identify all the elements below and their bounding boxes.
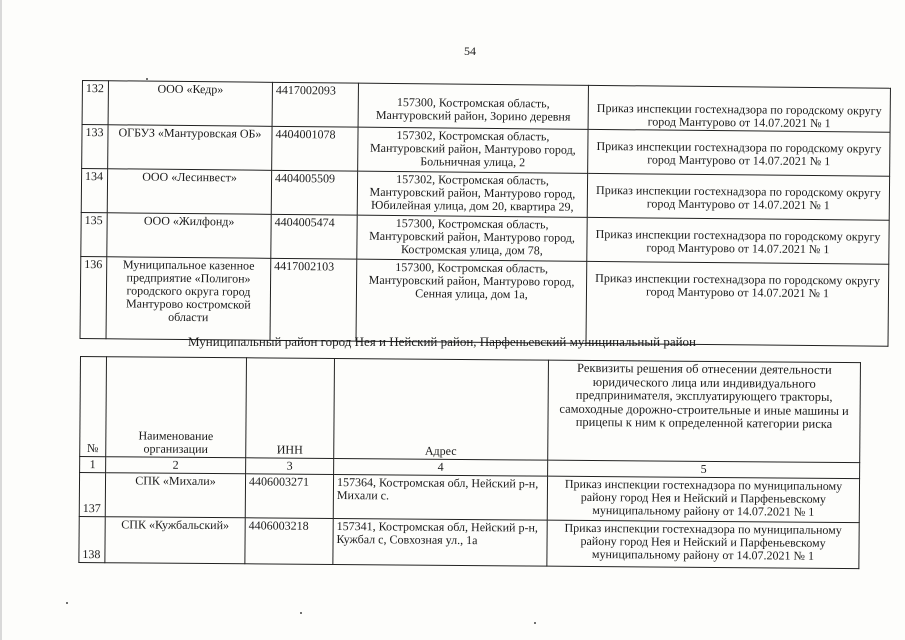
order: Приказ инспекции гостехнадзора по муниципальному району город Нея и Нейский и Парфеньевскому муниципальному району от 14.07.2021 № 1 xyxy=(547,476,859,522)
col-number: 4 xyxy=(334,458,548,476)
table-row xyxy=(81,169,889,221)
scan-edge xyxy=(0,0,2,640)
table-row xyxy=(79,473,859,523)
table-row xyxy=(82,81,890,133)
org-name: СПК «Кужбальский» xyxy=(105,517,245,564)
header-num: № xyxy=(80,357,107,457)
address: 157302, Костромская область, Мантуровский район, Мантурово город, Юбилейная улица, дом 20, квартира 29, xyxy=(357,171,587,217)
header-org: Наименование организации xyxy=(106,357,247,458)
inn: 4404005474 xyxy=(271,214,357,259)
org-name: ООО «Кедр» xyxy=(108,81,272,127)
row-number: 137 xyxy=(79,473,105,517)
org-name: ООО «Лесинвест» xyxy=(107,169,271,215)
address: 157300, Костромская область, Мантуровский район, Мантурово город, Сенная улица, дом 1а, xyxy=(356,259,587,343)
region-title: Муниципальный район город Нея и Нейский район, Парфеньевский муниципальный район xyxy=(188,334,697,349)
row-number: 136 xyxy=(80,256,107,338)
col-number: 1 xyxy=(80,457,106,473)
inn: 4406003218 xyxy=(245,518,333,565)
col-number: 3 xyxy=(246,458,334,475)
page-number: 54 xyxy=(464,44,476,58)
table-row xyxy=(79,516,859,568)
col-number: 2 xyxy=(106,457,246,474)
row-number: 134 xyxy=(81,169,107,213)
order: Приказ инспекции гостехнадзора по муниципальному району город Нея и Нейский и Парфеньевскому муниципальному району от 14.07.2021 № 1 xyxy=(547,520,859,568)
table-2-container xyxy=(78,356,861,569)
address: 157364, Костромская обл, Нейский р-н, Михали с. xyxy=(333,474,547,520)
org-name: ООО «Жилфонд» xyxy=(107,213,271,259)
row-number: 138 xyxy=(79,516,105,562)
inn: 4404001078 xyxy=(272,126,358,171)
table-row xyxy=(81,212,889,264)
header-inn: ИНН xyxy=(246,358,335,459)
order: Приказ инспекции гостехнадзора по городскому округу город Мантурово от 14.07.2021 № 1 xyxy=(587,217,889,264)
address: 157302, Костромская область, Мантуровский район, Мантурово город, Больничная улица, 2 xyxy=(358,127,588,173)
inn: 4417002103 xyxy=(270,258,357,341)
row-number: 132 xyxy=(82,81,108,125)
header-order: Реквизиты решения об отнесении деятельности юридического лица или индивидуального предпринимателя, эксплуатирующего тракторы, самоходные дорожно-строительные и иные машины и прицепы к ним к определенной категории риска xyxy=(548,360,861,462)
header-row xyxy=(80,357,861,463)
address: 157341, Костромская обл, Нейский р-н, Кужбал с, Совхозная ул., 1а xyxy=(333,518,547,566)
row-number: 133 xyxy=(82,125,108,169)
inn: 4406003271 xyxy=(245,474,333,519)
org-name: СПК «Михали» xyxy=(105,473,245,518)
col-number: 5 xyxy=(548,460,860,478)
table-2 xyxy=(78,356,861,569)
order: Приказ инспекции гостехнадзора по городскому округу город Мантурово от 14.07.2021 № 1 xyxy=(586,261,889,346)
inn: 4417002093 xyxy=(272,82,358,127)
scan-speck xyxy=(534,622,536,624)
order: Приказ инспекции гостехнадзора по городскому округу город Мантурово от 14.07.2021 № 1 xyxy=(588,129,890,176)
org-name: ОГБУЗ «Мантуровская ОБ» xyxy=(108,125,272,171)
inn: 4404005509 xyxy=(271,170,357,215)
header-address: Адрес xyxy=(334,358,549,460)
order: Приказ инспекции гостехнадзора по городскому округу город Мантурово от 14.07.2021 № 1 xyxy=(587,173,889,220)
row-number: 135 xyxy=(81,212,107,256)
table-1 xyxy=(80,80,891,347)
address: 157300, Костромская область, Мантуровский район, Зорино деревня xyxy=(358,83,588,129)
scan-speck xyxy=(66,602,68,604)
org-name: Муниципальное казенное предприятие «Полигон» городского округа город Мантурово костромской области xyxy=(106,257,271,341)
scan-speck xyxy=(146,78,148,80)
scan-speck xyxy=(300,612,302,614)
table-row xyxy=(82,125,890,177)
order: Приказ инспекции гостехнадзора по городскому округу город Мантурово от 14.07.2021 № 1 xyxy=(588,85,890,132)
table-row xyxy=(80,256,889,346)
address: 157300, Костромская область, Мантуровский район, Мантурово город, Костромская улица, дом 78, xyxy=(357,215,587,261)
table-1-container xyxy=(80,80,891,347)
